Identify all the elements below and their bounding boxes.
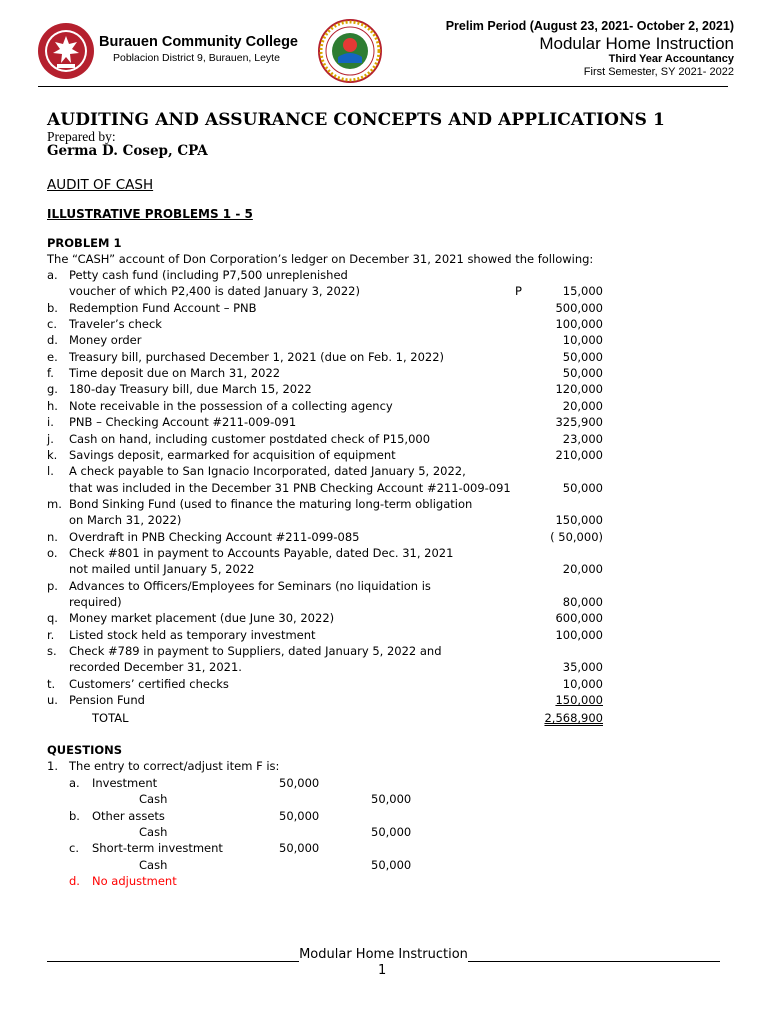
item-letter: u.	[47, 693, 58, 708]
question-number: 1.	[47, 759, 58, 773]
choice-debit-account: Investment	[92, 776, 158, 790]
item-letter: s.	[47, 644, 57, 659]
item-amount: 10,000	[562, 333, 603, 348]
choice-letter: b.	[69, 808, 80, 823]
item-letter: c.	[47, 317, 57, 332]
item-amount: 20,000	[562, 398, 603, 413]
item-description: Check #789 in payment to Suppliers, dated January 5, 2022 and	[69, 644, 442, 659]
item-letter: a.	[47, 268, 58, 282]
college-logo	[37, 22, 95, 80]
answer-letter: d.	[69, 874, 80, 888]
period-label: Prelim Period (August 23, 2021- October 2, 2021)	[445, 19, 734, 33]
item-description-cont: recorded December 31, 2021.	[69, 660, 242, 675]
item-description: Note receivable in the possession of a collecting agency	[69, 398, 393, 413]
item-amount: 100,000	[555, 627, 603, 642]
item-letter: f.	[47, 366, 54, 381]
item-description: Overdraft in PNB Checking Account #211-099-085	[69, 529, 360, 544]
item-amount: 20,000	[562, 562, 603, 577]
item-letter: t.	[47, 676, 56, 691]
item-amount: 80,000	[562, 595, 603, 609]
item-letter: o.	[47, 545, 58, 560]
item-description-cont: that was included in the December 31 PNB Checking Account #211-009-091	[69, 480, 511, 495]
item-letter: g.	[47, 382, 58, 397]
item-amount: 50,000	[562, 480, 603, 495]
item-letter: r.	[47, 627, 55, 642]
item-description: Bond Sinking Fund (used to finance the maturing long-term obligation	[69, 496, 473, 511]
item-description: Listed stock held as temporary investment	[69, 627, 316, 642]
choice-debit-account: Short-term investment	[92, 841, 223, 856]
module-title: Modular Home Instruction	[539, 34, 734, 53]
item-amount: 600,000	[555, 611, 603, 626]
choice-credit-account: Cash	[139, 857, 168, 872]
choice-debit-amount: 50,000	[279, 841, 320, 856]
item-description: Petty cash fund (including P7,500 unreplenished	[69, 268, 348, 282]
item-letter: j.	[47, 431, 54, 446]
item-amount: 100,000	[555, 317, 603, 332]
item-amount: 50,000	[562, 349, 603, 364]
item-description: Redemption Fund Account – PNB	[69, 300, 257, 315]
choice-credit-account: Cash	[139, 792, 168, 807]
semester-label: First Semester, SY 2021- 2022	[583, 66, 734, 78]
item-description-cont: voucher of which P2,400 is dated January 3, 2022)	[69, 284, 360, 299]
item-description-cont: required)	[69, 595, 122, 609]
item-letter: i.	[47, 415, 54, 430]
choice-credit-amount: 50,000	[371, 825, 412, 840]
item-letter: h.	[47, 398, 58, 413]
year-level: Third Year Accountancy	[608, 53, 734, 65]
problem-title: PROBLEM 1	[47, 236, 122, 250]
page-number: 1	[378, 963, 387, 978]
item-description: Money market placement (due June 30, 2022)	[69, 611, 335, 626]
choice-credit-amount: 50,000	[371, 857, 412, 872]
author-name: Germa D. Cosep, CPA	[47, 143, 208, 159]
item-description: Traveler’s check	[69, 317, 162, 332]
peso-sign: P	[515, 284, 522, 299]
item-letter: q.	[47, 611, 58, 626]
document-title: AUDITING AND ASSURANCE CONCEPTS AND APPLICATIONS 1	[47, 110, 665, 130]
item-amount: ( 50,000)	[550, 529, 603, 544]
item-description: Advances to Officers/Employees for Seminars (no liquidation is	[69, 578, 431, 593]
section-title: AUDIT OF CASH	[47, 177, 154, 193]
footer-label: Modular Home Instruction	[299, 947, 468, 962]
item-amount: 35,000	[562, 660, 603, 675]
questions-title: QUESTIONS	[47, 743, 123, 757]
item-letter: m.	[47, 496, 62, 511]
choice-debit-amount: 50,000	[279, 808, 320, 823]
item-description: Time deposit due on March 31, 2022	[69, 366, 281, 381]
item-amount: 23,000	[562, 431, 603, 446]
choice-letter: a.	[69, 776, 80, 790]
problem-intro: The “CASH” account of Don Corporation’s ledger on December 31, 2021 showed the following:	[47, 252, 594, 266]
item-amount: 500,000	[555, 300, 603, 315]
item-amount: 10,000	[562, 676, 603, 691]
footer-rule-left	[47, 950, 299, 962]
item-letter: p.	[47, 578, 58, 593]
item-description: Cash on hand, including customer postdated check of P15,000	[69, 431, 431, 446]
item-description: Money order	[69, 333, 142, 348]
item-letter: k.	[47, 447, 58, 462]
item-amount: 15,000	[562, 284, 603, 299]
choice-credit-amount: 50,000	[371, 792, 412, 807]
item-letter: d.	[47, 333, 58, 348]
item-description: Customers’ certified checks	[69, 676, 229, 691]
item-description-cont: not mailed until January 5, 2022	[69, 562, 255, 577]
item-amount: 210,000	[555, 447, 603, 462]
item-amount: 150,000	[555, 693, 603, 708]
choice-letter: c.	[69, 841, 79, 856]
item-description: PNB – Checking Account #211-009-091	[69, 415, 297, 430]
header-divider	[38, 86, 728, 87]
item-amount: 325,900	[555, 415, 603, 430]
item-letter: l.	[47, 464, 54, 479]
item-amount: 120,000	[555, 382, 603, 397]
prepared-by-label: Prepared by:	[47, 129, 116, 144]
total-label: TOTAL	[92, 711, 129, 725]
college-address: Poblacion District 9, Burauen, Leyte	[113, 52, 280, 64]
total-amount: 2,568,900	[544, 711, 603, 725]
item-letter: b.	[47, 300, 58, 315]
subsection-title: ILLUSTRATIVE PROBLEMS 1 - 5	[47, 207, 253, 221]
item-description: Check #801 in payment to Accounts Payable, dated Dec. 31, 2021	[69, 545, 454, 560]
item-amount: 150,000	[555, 513, 603, 528]
footer	[47, 947, 720, 962]
item-description: Treasury bill, purchased December 1, 2021 (due on Feb. 1, 2022)	[69, 349, 445, 364]
college-name: Burauen Community College	[99, 34, 298, 50]
answer-text: No adjustment	[92, 874, 177, 888]
item-letter: e.	[47, 349, 58, 364]
item-description-cont: on March 31, 2022)	[69, 513, 182, 528]
municipal-seal	[318, 19, 382, 83]
choice-debit-amount: 50,000	[279, 776, 320, 790]
question-text: The entry to correct/adjust item F is:	[69, 759, 280, 773]
item-description: Pension Fund	[69, 693, 145, 708]
footer-rule-right	[468, 950, 720, 962]
item-letter: n.	[47, 529, 58, 544]
item-amount: 50,000	[562, 366, 603, 381]
choice-debit-account: Other assets	[92, 808, 165, 823]
choice-credit-account: Cash	[139, 825, 168, 840]
item-description: A check payable to San Ignacio Incorporated, dated January 5, 2022,	[69, 464, 466, 479]
item-description: 180-day Treasury bill, due March 15, 2022	[69, 382, 312, 397]
item-description: Savings deposit, earmarked for acquisition of equipment	[69, 447, 396, 462]
